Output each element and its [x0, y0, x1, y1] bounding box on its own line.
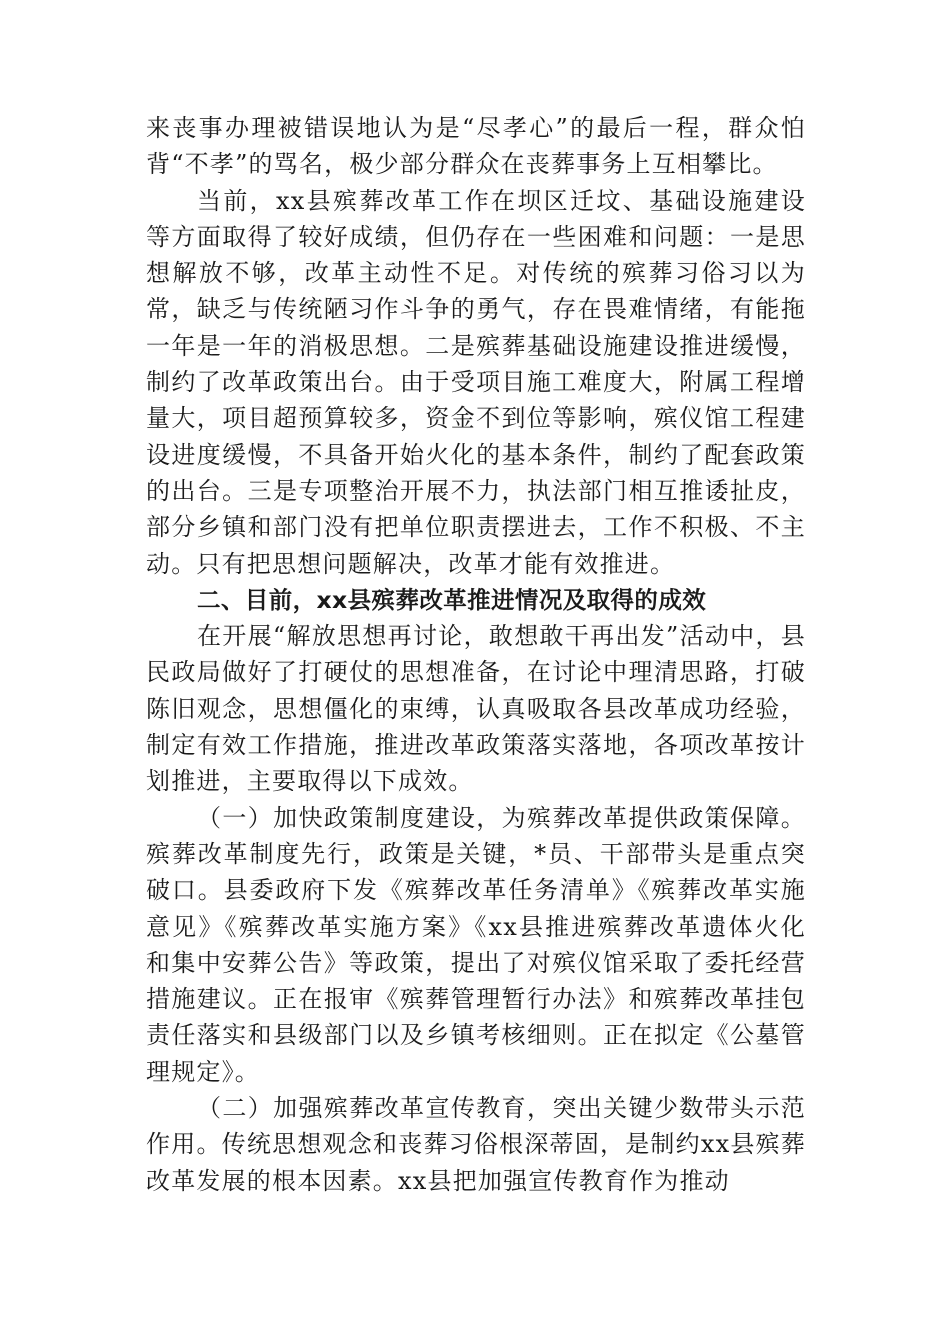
paragraph-liberation-activity: 在开展“解放思想再讨论，敢想敢干再出发”活动中，县民政局做好了打硬仗的思想准备，在讨论中理清思路，打破陈旧观念，思想僵化的束缚，认真吸取各县改革成功经验，制定有效工作措施，推进改革政策落实落地，各项改革按计划推进，主要取得以下成效。 — [146, 622, 806, 796]
document-body — [146, 110, 806, 1199]
paragraph-subsection-2: （二）加强殡葬改革宣传教育，突出关键少数带头示范作用。传统思想观念和丧葬习俗根深蒂固，是制约xx县殡葬改革发展的根本因素。xx县把加强宣传教育作为推动 — [146, 1094, 806, 1195]
section-heading-2: 二、目前，xx县殡葬改革推进情况及取得的成效 — [197, 585, 707, 614]
paragraph-current-problems: 当前，xx县殡葬改革工作在坝区迁坟、基础设施建设等方面取得了较好成绩，但仍存在一些困难和问题：一是思想解放不够，改革主动性不足。对传统的殡葬习俗习以为常，缺乏与传统陋习作斗争的勇气，存在畏难情绪，有能拖一年是一年的消极思想。二是殡葬基础设施建设推进缓慢，制约了改革政策出台。由于受项目施工难度大，附属工程增量大，项目超预算较多，资金不到位等影响，殡仪馆工程建设进度缓慢，不具备开始火化的基本条件，制约了配套政策的出台。三是专项整治开展不力，执法部门相互推诿扯皮，部分乡镇和部门没有把单位职责摆进去，工作不积极、不主动。只有把思想问题解决，改革才能有效推进。 — [146, 186, 806, 578]
paragraph-continuation: 来丧事办理被错误地认为是“尽孝心”的最后一程，群众怕背“不孝”的骂名，极少部分群众在丧葬事务上互相攀比。 — [146, 114, 806, 179]
paragraph-subsection-1: （一）加快政策制度建设，为殡葬改革提供政策保障。殡葬改革制度先行，政策是关键，*员、干部带头是重点突破口。县委政府下发《殡葬改革任务清单》《殡葬改革实施意见》《殡葬改革实施方案》《xx县推进殡葬改革遗体火化和集中安葬公告》等政策，提出了对殡仪馆采取了委托经营措施建议。正在报审《殡葬管理暂行办法》和殡葬改革挂包责任落实和县级部门以及乡镇考核细则。正在拟定《公墓管理规定》。 — [146, 803, 806, 1086]
